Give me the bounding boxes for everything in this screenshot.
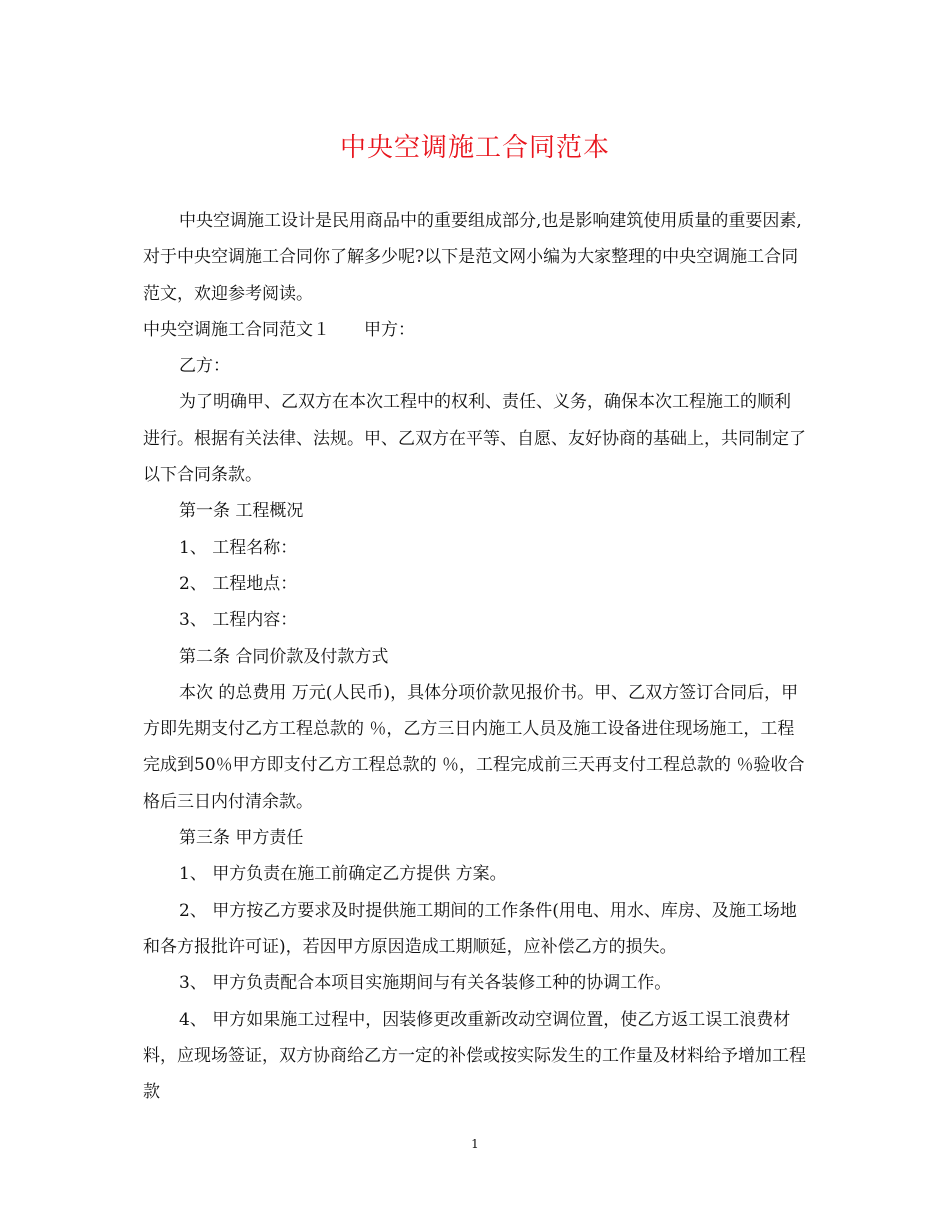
paragraph: 1、 工程名称：: [179, 537, 298, 558]
paragraph: 1、 甲方负责在施工前确定乙方提供 方案。: [179, 864, 507, 885]
paragraph: 4、 甲方如果施工过程中，因装修更改重新改动空调位置，使乙方返工误工浪费材料，应现场签证，双方协商给乙方一定的补偿或按实际发生的工作量及材料给予增加工程款: [143, 1009, 806, 1103]
paragraph: 第一条 工程概况: [179, 501, 304, 522]
document-body: [143, 203, 807, 1110]
paragraph: 2、 甲方按乙方要求及时提供施工期间的工作条件(用电、用水、库房、及施工场地和各方报批许可证)，若因甲方原因造成工期顺延，应补偿乙方的损失。: [143, 900, 797, 957]
paragraph: 乙方：: [179, 356, 230, 377]
document-title: 中央空调施工合同范本: [339, 133, 610, 163]
paragraph: 本次 的总费用 万元(人民币)，具体分项价款见报价书。甲、乙双方签订合同后，甲方即先期支付乙方工程总款的 ％，乙方三日内施工人员及施工设备进住现场施工，工程完成到50％甲方即支付乙方工程总款的 ％，工程完成前三天再支付工程总款的 ％验收合格后三日内付清余款。: [143, 682, 805, 812]
page-number: 1: [471, 1137, 479, 1151]
paragraph: 中央空调施工设计是民用商品中的重要组成部分,也是影响建筑使用质量的重要因素,对于中央空调施工合同你了解多少呢?以下是范文网小编为大家整理的中央空调施工合同范文，欢迎参考阅读。: [143, 211, 802, 304]
paragraph: 3、 甲方负责配合本项目实施期间与有关各装修工种的协调工作。: [179, 973, 672, 994]
paragraph: 2、 工程地点：: [179, 573, 298, 594]
paragraph: 中央空调施工合同范文１ 甲方：: [143, 319, 415, 340]
paragraph: 第二条 合同价款及付款方式: [179, 646, 389, 667]
paragraph: 3、 工程内容：: [179, 610, 298, 631]
paragraph: 第三条 甲方责任: [179, 828, 304, 849]
paragraph: 为了明确甲、乙双方在本次工程中的权利、责任、义务，确保本次工程施工的顺利进行。根据有关法律、法规。甲、乙双方在平等、自愿、友好协商的基础上，共同制定了以下合同条款。: [143, 392, 806, 486]
